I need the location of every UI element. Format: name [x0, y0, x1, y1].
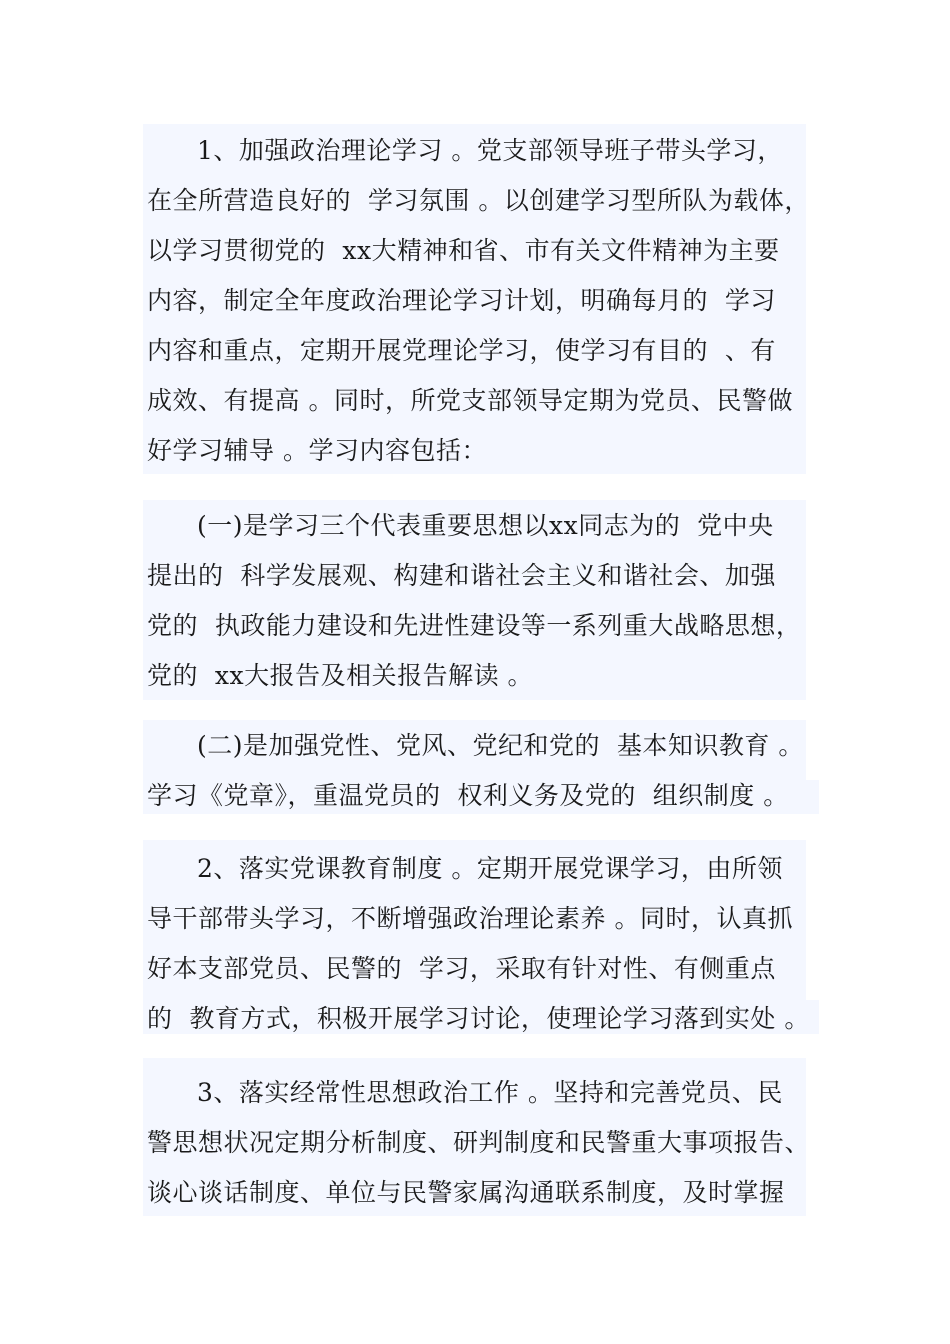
text-line: (一)是学习三个代表重要思想以xx同志为的 党中央 [197, 511, 774, 540]
text-line: 2、落实党课教育制度 。定期开展党课学习，由所领 [197, 854, 783, 883]
text-line: 提出的 科学发展观、构建和谐社会主义和谐社会、加强 [147, 561, 776, 590]
text-line: 内容，制定全年度政治理论学习计划，明确每月的 学习 [147, 286, 776, 315]
text-line: 好学习辅导 。学习内容包括： [147, 436, 487, 465]
text-line: 以学习贯彻党的 xx大精神和省、市有关文件精神为主要 [147, 236, 780, 265]
text-line: 导干部带头学习，不断增强政治理论素养 。同时，认真抓 [147, 904, 793, 933]
text-line: 的 教育方式，积极开展学习讨论，使理论学习落到实处 。 [147, 1004, 810, 1033]
text-line: 学习《党章》，重温党员的 权利义务及党的 组织制度 。 [147, 781, 789, 810]
text-line: 成效、有提高 。同时，所党支部领导定期为党员、民警做 [147, 386, 793, 415]
text-line: 谈心谈话制度、单位与民警家属沟通联系制度，及时掌握 [147, 1178, 785, 1207]
text-line: 警思想状况定期分析制度、研判制度和民警重大事项报告、 [147, 1128, 811, 1157]
text-line: 党的 xx大报告及相关报告解读 。 [147, 661, 534, 690]
text-line: (二)是加强党性、党风、党纪和党的 基本知识教育 。 [197, 731, 804, 760]
text-line: 在全所营造良好的 学习氛围 。以创建学习型所队为载体， [147, 186, 810, 215]
text-line: 3、落实经常性思想政治工作 。坚持和完善党员、民 [197, 1078, 783, 1107]
text-line: 1、加强政治理论学习 。党支部领导班子带头学习， [197, 136, 783, 165]
text-line: 党的 执政能力建设和先进性建设等一系列重大战略思想， [147, 611, 802, 640]
text-line: 内容和重点，定期开展党理论学习，使学习有目的 、有 [147, 336, 776, 365]
text-line: 好本支部党员、民警的 学习，采取有针对性、有侧重点 [147, 954, 776, 983]
